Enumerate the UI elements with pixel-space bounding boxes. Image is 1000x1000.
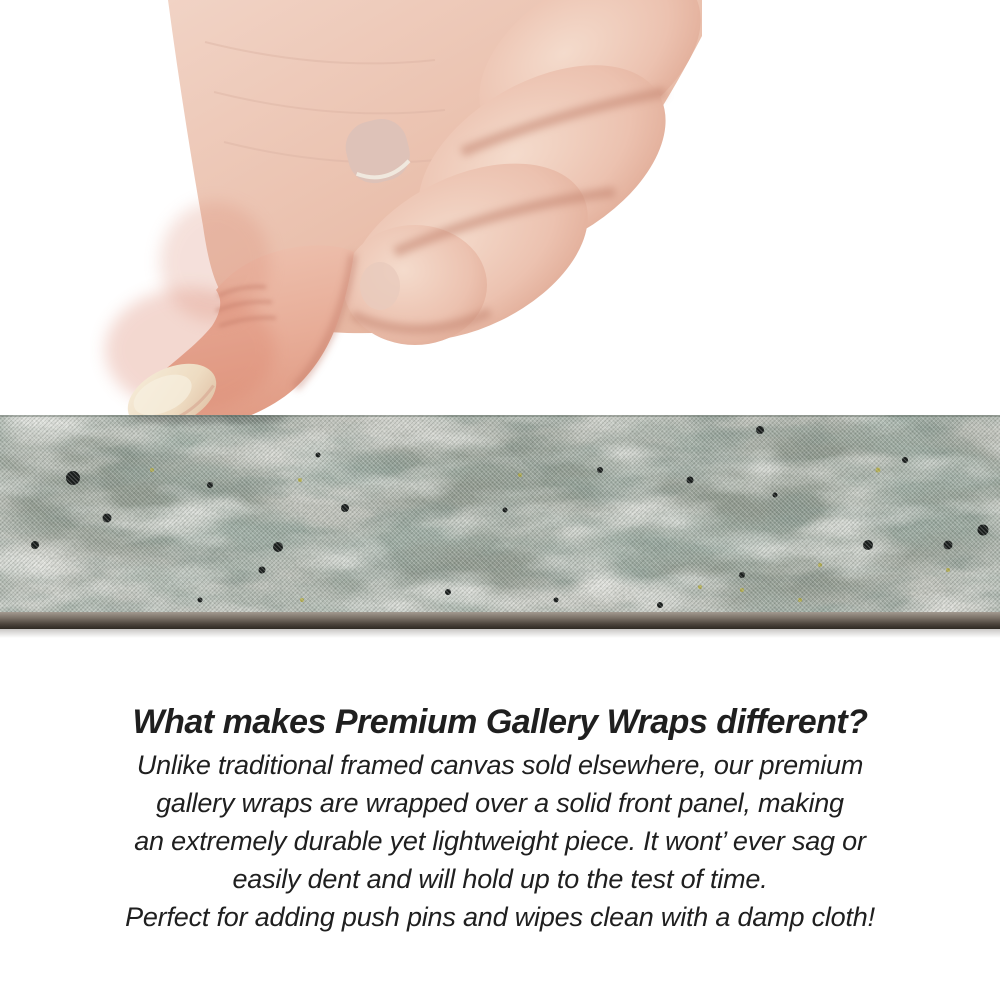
hand-photo <box>90 0 720 462</box>
canvas-weave-texture <box>0 415 1000 612</box>
lower-finger-nail <box>360 262 400 310</box>
body-line-5: Perfect for adding push pins and wipes clean with a damp cloth! <box>125 902 875 932</box>
marketing-copy <box>0 700 1000 936</box>
canvas-strip-photo <box>0 415 1000 612</box>
body-line-2: gallery wraps are wrapped over a solid front panel, making <box>156 788 844 818</box>
body-line-4: easily dent and will hold up to the test of time. <box>232 864 768 894</box>
body-line-3: an extremely durable yet lightweight piece. It wont’ ever sag or <box>134 826 866 856</box>
body-line-1: Unlike traditional framed canvas sold elsewhere, our premium <box>136 750 864 780</box>
canvas-panel-edge <box>0 612 1000 629</box>
headline: What makes Premium Gallery Wraps different? <box>132 703 868 741</box>
canvas-panel-shadow <box>0 629 1000 638</box>
